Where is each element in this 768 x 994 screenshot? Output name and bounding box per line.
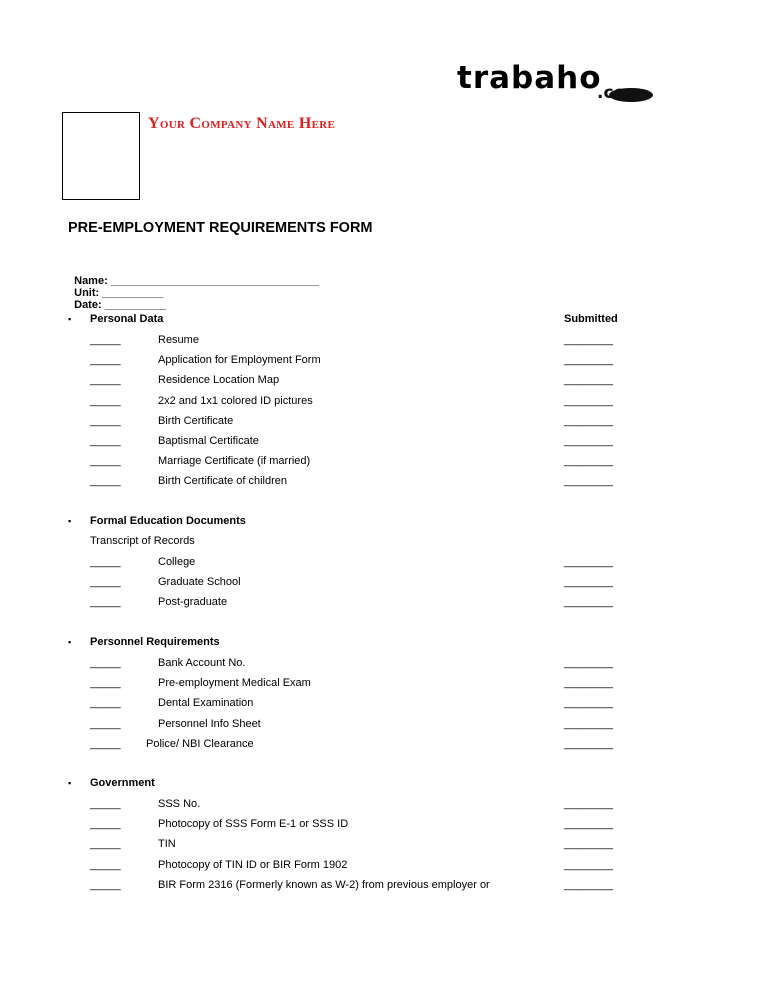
name-field[interactable]: Name: __________________________________: [74, 275, 319, 287]
submitted-blank[interactable]: ________: [564, 415, 613, 427]
logo-graphic: [455, 58, 655, 106]
section-subtitle-education: Transcript of Records: [90, 535, 195, 547]
checkbox-blank[interactable]: _____: [90, 596, 121, 608]
submitted-blank[interactable]: ________: [564, 354, 613, 366]
requirement-label: Personnel Info Sheet: [158, 718, 261, 730]
checkbox-blank[interactable]: _____: [90, 738, 121, 750]
checkbox-blank[interactable]: _____: [90, 556, 121, 568]
photo-box: [62, 112, 140, 200]
submitted-blank[interactable]: ________: [564, 798, 613, 810]
section-title-education: Formal Education Documents: [90, 515, 246, 527]
submitted-blank[interactable]: ________: [564, 395, 613, 407]
bullet-icon: ▪: [68, 516, 72, 526]
submitted-header: Submitted: [564, 313, 618, 325]
form-title: PRE-EMPLOYMENT REQUIREMENTS FORM: [68, 220, 373, 236]
submitted-blank[interactable]: ________: [564, 818, 613, 830]
checkbox-blank[interactable]: _____: [90, 435, 121, 447]
submitted-blank[interactable]: ________: [564, 334, 613, 346]
requirement-label: Marriage Certificate (if married): [158, 455, 311, 467]
requirement-label: TIN: [158, 838, 176, 850]
submitted-blank[interactable]: ________: [564, 455, 613, 467]
bullet-icon: ▪: [68, 314, 72, 324]
submitted-blank[interactable]: ________: [564, 374, 613, 386]
checkbox-blank[interactable]: _____: [90, 395, 121, 407]
submitted-blank[interactable]: ________: [564, 657, 613, 669]
submitted-blank[interactable]: ________: [564, 556, 613, 568]
checkbox-blank[interactable]: _____: [90, 838, 121, 850]
checkbox-blank[interactable]: _____: [90, 879, 121, 891]
requirement-label: Photocopy of SSS Form E-1 or SSS ID: [158, 818, 349, 830]
submitted-blank[interactable]: ________: [564, 738, 613, 750]
requirement-label: Photocopy of TIN ID or BIR Form 1902: [158, 859, 348, 871]
company-name: Your Company Name Here: [148, 115, 336, 132]
requirement-label: Graduate School: [158, 576, 241, 588]
requirement-label: Residence Location Map: [158, 374, 280, 386]
checkbox-blank[interactable]: _____: [90, 415, 121, 427]
logo-text: trabaho: [457, 60, 602, 96]
requirement-label: Baptismal Certificate: [158, 435, 259, 447]
requirement-label: BIR Form 2316 (Formerly known as W-2) from previous employer or: [158, 879, 490, 891]
requirement-label: SSS No.: [158, 798, 201, 810]
header-fields: [68, 263, 331, 311]
checkbox-blank[interactable]: _____: [90, 657, 121, 669]
checkbox-blank[interactable]: _____: [90, 718, 121, 730]
checkbox-blank[interactable]: _____: [90, 354, 121, 366]
checkbox-blank[interactable]: _____: [90, 455, 121, 467]
bullet-icon: ▪: [68, 637, 72, 647]
submitted-blank[interactable]: ________: [564, 838, 613, 850]
submitted-blank[interactable]: ________: [564, 697, 613, 709]
submitted-blank[interactable]: ________: [564, 677, 613, 689]
checkbox-blank[interactable]: _____: [90, 798, 121, 810]
unit-field[interactable]: Unit: __________: [74, 287, 164, 299]
checkbox-blank[interactable]: _____: [90, 677, 121, 689]
trabaho-logo: [455, 58, 655, 106]
checkbox-blank[interactable]: _____: [90, 576, 121, 588]
requirement-label: College: [158, 556, 196, 568]
requirement-label: Post-graduate: [158, 596, 228, 608]
checkbox-blank[interactable]: _____: [90, 697, 121, 709]
section-title-government: Government: [90, 777, 155, 789]
submitted-blank[interactable]: ________: [564, 596, 613, 608]
submitted-blank[interactable]: ________: [564, 475, 613, 487]
requirement-label: Birth Certificate: [158, 415, 234, 427]
submitted-blank[interactable]: ________: [564, 859, 613, 871]
section-title-personal: Personal Data: [90, 313, 164, 325]
requirement-label: Pre-employment Medical Exam: [158, 677, 311, 689]
checkbox-blank[interactable]: _____: [90, 818, 121, 830]
requirement-label: Birth Certificate of children: [158, 475, 287, 487]
checkbox-blank[interactable]: _____: [90, 334, 121, 346]
checkbox-blank[interactable]: _____: [90, 374, 121, 386]
requirement-label: 2x2 and 1x1 colored ID pictures: [158, 395, 313, 407]
requirement-label: Police/ NBI Clearance: [146, 738, 254, 750]
requirement-label: Application for Employment Form: [158, 354, 321, 366]
checkbox-blank[interactable]: _____: [90, 475, 121, 487]
submitted-blank[interactable]: ________: [564, 435, 613, 447]
requirement-label: Resume: [158, 334, 199, 346]
submitted-blank[interactable]: ________: [564, 879, 613, 891]
checkbox-blank[interactable]: _____: [90, 859, 121, 871]
section-title-personnel: Personnel Requirements: [90, 636, 220, 648]
date-field[interactable]: Date: __________: [74, 299, 166, 311]
submitted-blank[interactable]: ________: [564, 576, 613, 588]
submitted-blank[interactable]: ________: [564, 718, 613, 730]
bullet-icon: ▪: [68, 778, 72, 788]
requirement-label: Bank Account No.: [158, 657, 246, 669]
requirement-label: Dental Examination: [158, 697, 254, 709]
logo-suffix: .com: [597, 83, 643, 103]
